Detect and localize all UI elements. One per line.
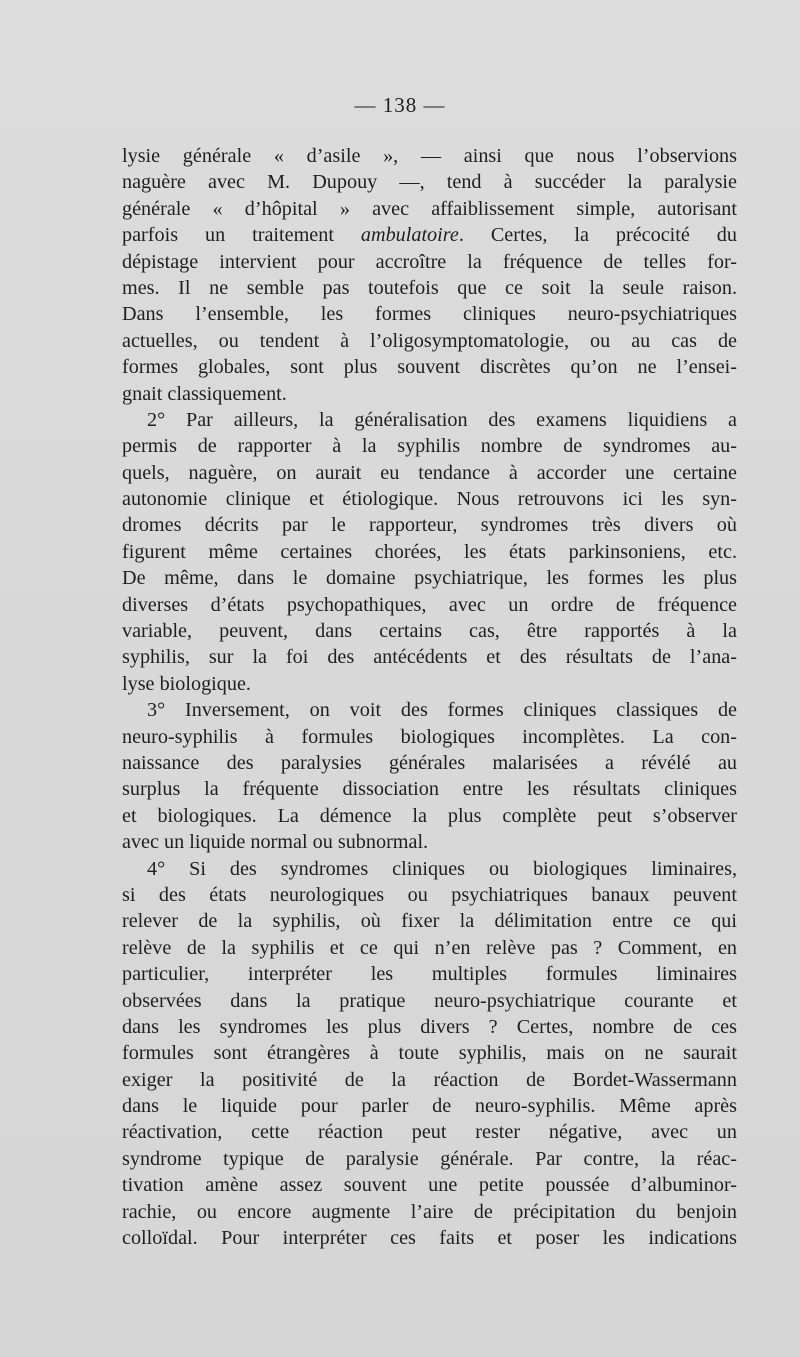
- text-line: De même, dans le domaine psychiatrique, les formes les plus: [122, 567, 737, 590]
- text-line: réactivation, cette réaction peut rester négative, avec un: [122, 1121, 737, 1144]
- text-line: particulier, interpréter les multiples formules liminaires: [122, 963, 737, 986]
- text-line: quels, naguère, on aurait eu tendance à accorder une certaine: [122, 461, 737, 484]
- text-line: si des états neurologiques ou psychiatriques banaux peuvent: [122, 883, 737, 906]
- text-line: neuro-syphilis à formules biologiques incomplètes. La con-: [122, 725, 737, 748]
- text-line: figurent même certaines chorées, les états parkinsoniens, etc.: [122, 540, 737, 563]
- text-line: observées dans la pratique neuro-psychiatrique courante et: [122, 989, 737, 1012]
- text-line: dromes décrits par le rapporteur, syndromes très divers où: [122, 514, 737, 537]
- text-line: lyse biologique.: [122, 672, 251, 695]
- text-line: 2° Par ailleurs, la généralisation des examens liquidiens a: [147, 408, 737, 431]
- text-line: naguère avec M. Dupouy —, tend à succéder la paralysie: [122, 171, 737, 194]
- text-line: permis de rapporter à la syphilis nombre de syndromes au-: [122, 435, 737, 458]
- text-line: Dans l’ensemble, les formes cliniques neuro-psychiatriques: [122, 303, 737, 326]
- text-line: générale « d’hôpital » avec affaiblissement simple, autorisant: [122, 197, 737, 220]
- text-line: relever de la syphilis, où fixer la délimitation entre ce qui: [122, 910, 737, 933]
- text-line: syphilis, sur la foi des antécédents et des résultats de l’ana-: [122, 646, 737, 669]
- body-text: [122, 143, 737, 1251]
- text-line: variable, peuvent, dans certains cas, être rapportés à la: [122, 620, 737, 643]
- text-line: formules sont étrangères à toute syphilis, mais on ne saurait: [122, 1042, 737, 1065]
- text-line: 4° Si des syndromes cliniques ou biologiques liminaires,: [147, 857, 737, 880]
- text-line: avec un liquide normal ou subnormal.: [122, 831, 429, 854]
- text-line: surplus la fréquente dissociation entre les résultats cliniques: [122, 778, 737, 801]
- text-line: et biologiques. La démence la plus complète peut s’observer: [122, 804, 737, 827]
- text-line: colloïdal. Pour interpréter ces faits et poser les indications: [122, 1227, 737, 1250]
- text-line: dans le liquide pour parler de neuro-syphilis. Même après: [122, 1095, 737, 1118]
- text-line: tivation amène assez souvent une petite poussée d’albuminor-: [122, 1174, 737, 1197]
- text-line: relève de la syphilis et ce qui n’en relève pas ? Comment, en: [122, 936, 737, 959]
- text-line: dans les syndromes les plus divers ? Certes, nombre de ces: [122, 1015, 737, 1038]
- text-line: naissance des paralysies générales malarisées a révélé au: [122, 751, 737, 774]
- text-line: diverses d’états psychopathiques, avec un ordre de fréquence: [122, 593, 737, 616]
- text-line: syndrome typique de paralysie générale. Par contre, la réac-: [122, 1147, 737, 1170]
- text-line: 3° Inversement, on voit des formes cliniques classiques de: [147, 699, 737, 722]
- text-line: lysie générale « d’asile », — ainsi que nous l’observions: [122, 145, 737, 167]
- italic-word: ambulatoire: [360, 224, 459, 247]
- text-line: actuelles, ou tendent à l’oligosymptomatologie, ou au cas de: [122, 329, 737, 352]
- text-line: rachie, ou encore augmente l’aire de précipitation du benjoin: [122, 1200, 737, 1223]
- text-line: mes. Il ne semble pas toutefois que ce soit la seule raison.: [122, 276, 737, 299]
- text-line: formes globales, sont plus souvent discrètes qu’on ne l’ensei-: [122, 356, 737, 379]
- text-line: gnait classiquement.: [122, 382, 287, 405]
- text-line: parfois un traitement ambulatoire. Certes, la précocité du: [122, 224, 737, 247]
- text-line: exiger la positivité de la réaction de Bordet-Wassermann: [122, 1068, 737, 1091]
- page-number: — 138 —: [354, 93, 446, 117]
- text-line: autonomie clinique et étiologique. Nous retrouvons ici les syn-: [122, 488, 737, 511]
- text-line: dépistage intervient pour accroître la fréquence de telles for-: [122, 250, 737, 273]
